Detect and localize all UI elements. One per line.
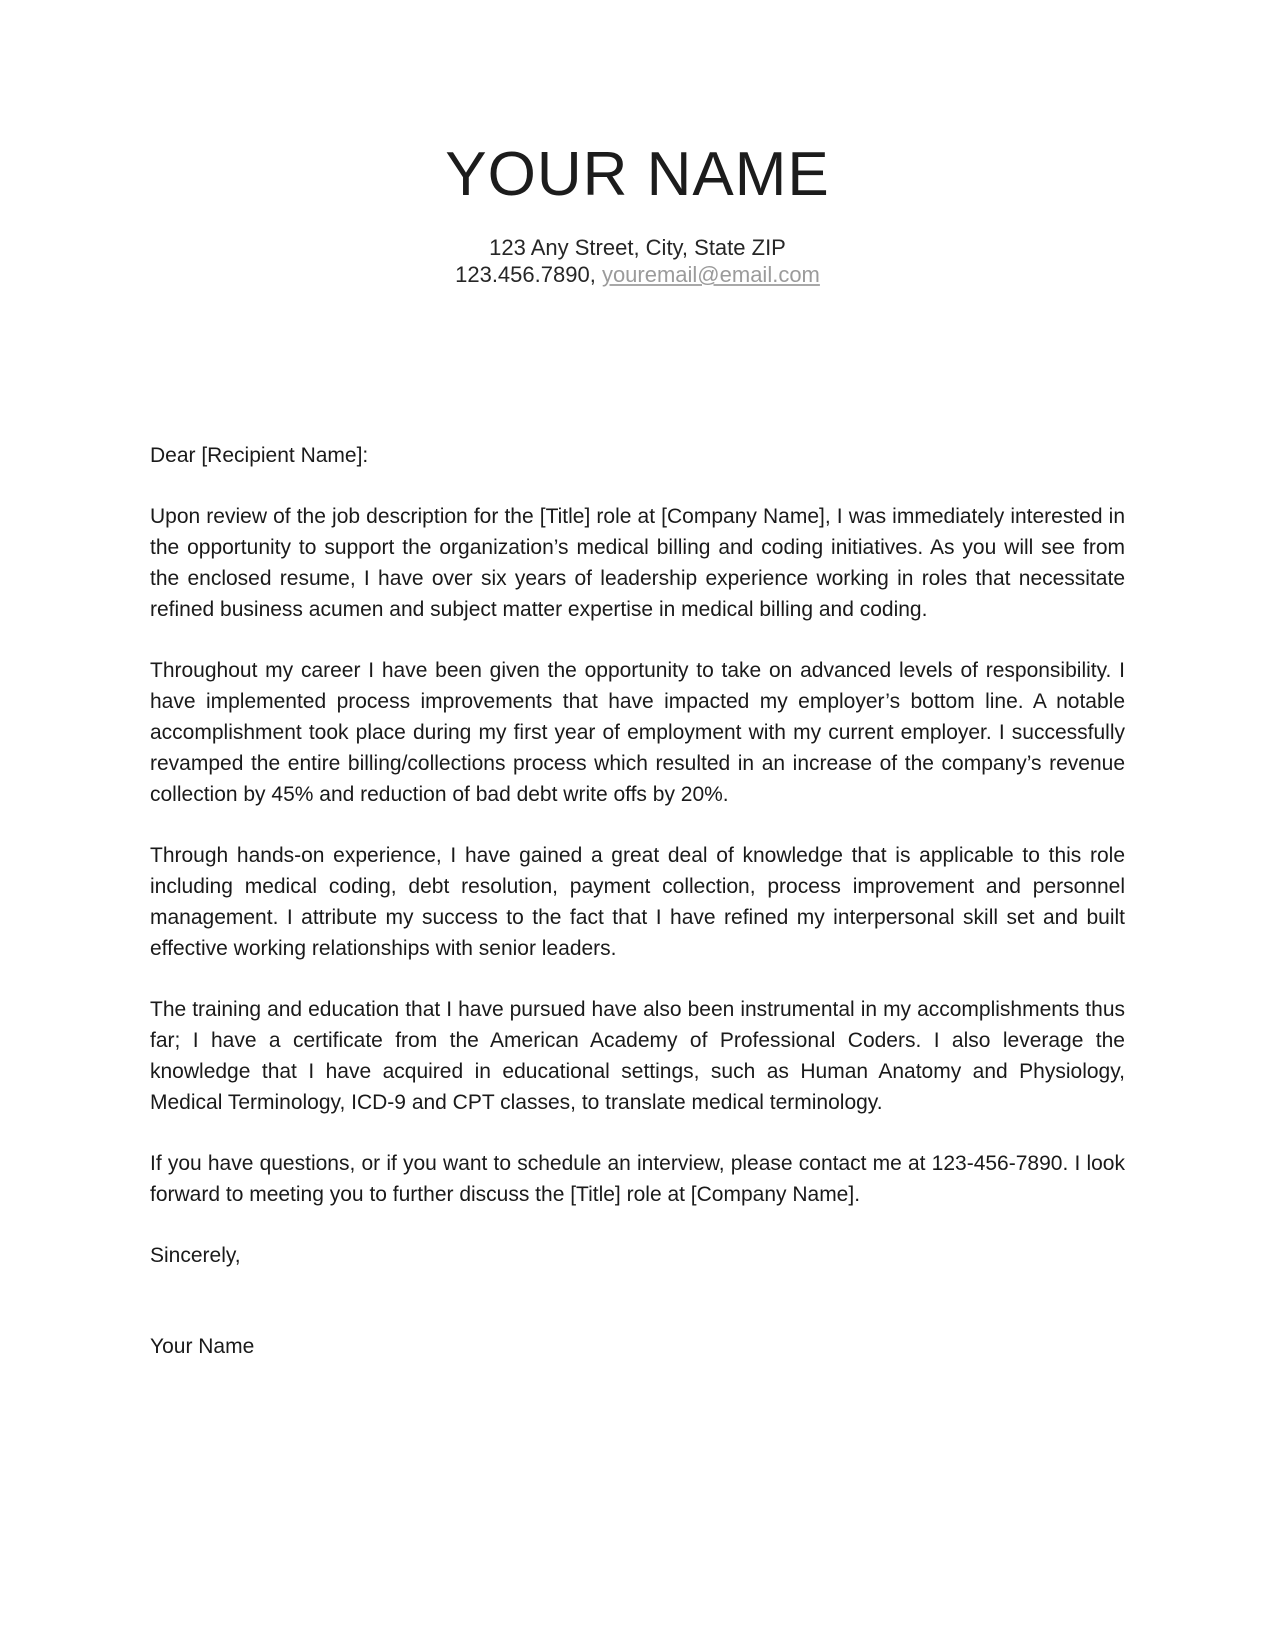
address-line: 123 Any Street, City, State ZIP (489, 235, 786, 260)
signature-name: Your Name (150, 1335, 255, 1358)
page-title: YOUR NAME (445, 140, 830, 209)
salutation: Dear [Recipient Name]: (150, 444, 369, 467)
phone-number: 123.456.7890, (455, 262, 596, 287)
letter-paragraph-2: Throughout my career I have been given the opportunity to take on advanced levels of responsibility. I have implemented process improvements that have impacted my employer’s bottom line. A notable accomplishment took place during my first year of employment with my current employer. I successfully revamped the entire billing/collections process which resulted in an increase of the company’s revenue collection by 45% and reduction of bad debt write offs by 20%. (150, 659, 1125, 806)
letter-paragraph-4: The training and education that I have pursued have also been instrumental in my accomplishments thus far; I have a certificate from the American Academy of Professional Coders. I also leverage the knowledge that I have acquired in educational settings, such as Human Anatomy and Physiology, Medical Terminology, ICD-9 and CPT classes, to translate medical terminology. (150, 998, 1125, 1114)
letter-header (0, 0, 1275, 288)
letter-paragraph-1: Upon review of the job description for the [Title] role at [Company Name], I was immediately interested in the opportunity to support the organization’s medical billing and coding initiatives. As you will see from the enclosed resume, I have over six years of leadership experience working in roles that necessitate refined business acumen and subject matter expertise in medical billing and coding. (150, 505, 1125, 621)
closing: Sincerely, (150, 1244, 241, 1267)
email-link[interactable]: youremail@email.com (601, 262, 820, 287)
contact-block (0, 234, 1275, 288)
letter-paragraph-3: Through hands-on experience, I have gained a great deal of knowledge that is applicable to this role including medical coding, debt resolution, payment collection, process improvement and personnel management. I attribute my success to the fact that I have refined my interpersonal skill set and built effective working relationships with senior leaders. (150, 844, 1125, 960)
phone-email-line (0, 261, 1275, 288)
letter-paragraph-5: If you have questions, or if you want to schedule an interview, please contact me at 123-456-7890. I look forward to meeting you to further discuss the [Title] role at [Company Name]. (150, 1152, 1125, 1206)
letter-body (150, 440, 1125, 1362)
